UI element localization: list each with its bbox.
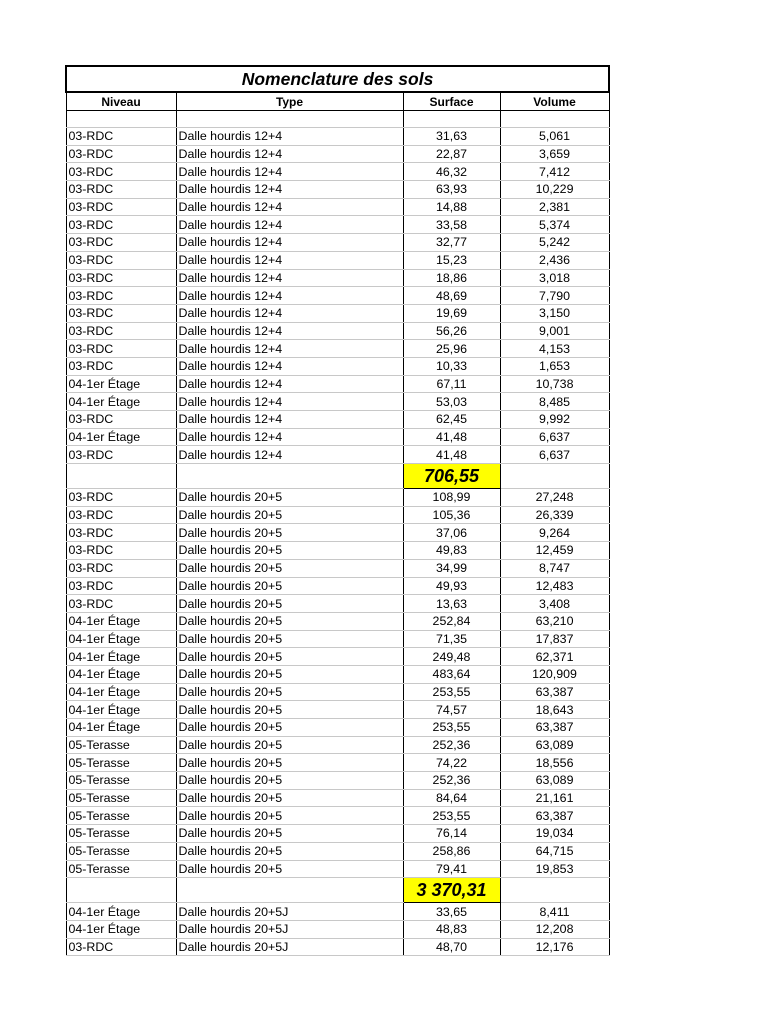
cell-niveau[interactable]: 04-1er Étage: [66, 903, 176, 921]
cell-type[interactable]: Dalle hourdis 20+5: [176, 754, 403, 772]
cell-volume[interactable]: 63,210: [500, 612, 609, 630]
table-row: [66, 903, 609, 921]
cell-surface[interactable]: 33,65: [403, 903, 500, 921]
cell-surface[interactable]: 34,99: [403, 559, 500, 577]
cell-volume[interactable]: 8,411: [500, 903, 609, 921]
subtotal-row: [66, 464, 609, 489]
cell-surface[interactable]: 67,11: [403, 375, 500, 393]
cell-type[interactable]: Dalle hourdis 20+5: [176, 701, 403, 719]
cell-type[interactable]: Dalle hourdis 12+4: [176, 322, 403, 340]
cell-volume[interactable]: 26,339: [500, 506, 609, 524]
cell-empty[interactable]: [66, 878, 176, 903]
cell-type[interactable]: Dalle hourdis 20+5: [176, 842, 403, 860]
cell-surface[interactable]: 46,32: [403, 163, 500, 181]
table-row: [66, 719, 609, 737]
cell-niveau[interactable]: 03-RDC: [66, 145, 176, 163]
cell-surface[interactable]: 79,41: [403, 860, 500, 878]
cell-type[interactable]: Dalle hourdis 12+4: [176, 145, 403, 163]
table-row: [66, 428, 609, 446]
cell-niveau[interactable]: 03-RDC: [66, 559, 176, 577]
table-row: [66, 754, 609, 772]
cell-niveau[interactable]: 03-RDC: [66, 234, 176, 252]
cell-volume[interactable]: 5,242: [500, 234, 609, 252]
table-row: [66, 807, 609, 825]
table-body: [66, 111, 609, 956]
cell-type[interactable]: Dalle hourdis 20+5: [176, 524, 403, 542]
cell-type[interactable]: Dalle hourdis 12+4: [176, 357, 403, 375]
cell-volume[interactable]: 2,436: [500, 251, 609, 269]
subtotal-row: [66, 878, 609, 903]
cell-surface[interactable]: 31,63: [403, 128, 500, 146]
cell-volume[interactable]: 63,089: [500, 736, 609, 754]
header-niveau[interactable]: Niveau: [66, 92, 176, 111]
cell-niveau[interactable]: 05-Terasse: [66, 860, 176, 878]
cell-niveau[interactable]: 03-RDC: [66, 251, 176, 269]
cell-type[interactable]: Dalle hourdis 12+4: [176, 163, 403, 181]
cell-volume[interactable]: 3,659: [500, 145, 609, 163]
cell-volume[interactable]: 17,837: [500, 630, 609, 648]
table-row: [66, 322, 609, 340]
cell-surface[interactable]: 74,57: [403, 701, 500, 719]
table-row: [66, 736, 609, 754]
cell-niveau[interactable]: 05-Terasse: [66, 736, 176, 754]
cell-type[interactable]: Dalle hourdis 12+4: [176, 304, 403, 322]
cell-niveau[interactable]: 03-RDC: [66, 322, 176, 340]
cell-surface[interactable]: 105,36: [403, 506, 500, 524]
cell-surface[interactable]: 108,99: [403, 489, 500, 507]
cell-surface[interactable]: 49,83: [403, 542, 500, 560]
table-row: [66, 340, 609, 358]
cell-niveau[interactable]: 03-RDC: [66, 216, 176, 234]
cell-niveau[interactable]: 03-RDC: [66, 357, 176, 375]
cell-volume[interactable]: 18,643: [500, 701, 609, 719]
table-row: [66, 393, 609, 411]
table-row: [66, 375, 609, 393]
cell-volume[interactable]: 4,153: [500, 340, 609, 358]
cell-surface[interactable]: 10,33: [403, 357, 500, 375]
table-row: [66, 630, 609, 648]
cell-type[interactable]: Dalle hourdis 12+4: [176, 198, 403, 216]
cell-empty[interactable]: [500, 464, 609, 489]
cell-type[interactable]: Dalle hourdis 20+5: [176, 577, 403, 595]
cell-empty[interactable]: [66, 111, 176, 128]
cell-niveau[interactable]: 03-RDC: [66, 411, 176, 429]
cell-surface[interactable]: 15,23: [403, 251, 500, 269]
cell-empty[interactable]: [176, 464, 403, 489]
table-row: [66, 489, 609, 507]
cell-niveau[interactable]: 03-RDC: [66, 542, 176, 560]
table-row: [66, 701, 609, 719]
header-type[interactable]: Type: [176, 92, 403, 111]
cell-niveau[interactable]: 05-Terasse: [66, 772, 176, 790]
cell-surface[interactable]: 53,03: [403, 393, 500, 411]
cell-niveau[interactable]: 03-RDC: [66, 577, 176, 595]
cell-volume[interactable]: 1,653: [500, 357, 609, 375]
title-row: [66, 66, 609, 92]
cell-surface[interactable]: 25,96: [403, 340, 500, 358]
cell-type[interactable]: Dalle hourdis 20+5: [176, 736, 403, 754]
cell-type[interactable]: Dalle hourdis 20+5: [176, 789, 403, 807]
cell-niveau[interactable]: 03-RDC: [66, 269, 176, 287]
table-row: [66, 920, 609, 938]
cell-surface[interactable]: 22,87: [403, 145, 500, 163]
cell-empty[interactable]: [500, 111, 609, 128]
cell-volume[interactable]: 7,790: [500, 287, 609, 305]
table-row: [66, 506, 609, 524]
cell-surface[interactable]: 48,83: [403, 920, 500, 938]
cell-volume[interactable]: 63,387: [500, 719, 609, 737]
cell-volume[interactable]: 8,747: [500, 559, 609, 577]
table-row: [66, 612, 609, 630]
cell-surface[interactable]: 483,64: [403, 665, 500, 683]
cell-volume[interactable]: 64,715: [500, 842, 609, 860]
cell-niveau[interactable]: 03-RDC: [66, 287, 176, 305]
cell-volume[interactable]: 12,176: [500, 938, 609, 956]
cell-niveau[interactable]: 04-1er Étage: [66, 701, 176, 719]
cell-niveau[interactable]: 03-RDC: [66, 506, 176, 524]
cell-type[interactable]: Dalle hourdis 12+4: [176, 375, 403, 393]
table-row: [66, 559, 609, 577]
cell-empty[interactable]: [66, 464, 176, 489]
cell-type[interactable]: Dalle hourdis 12+4: [176, 393, 403, 411]
cell-volume[interactable]: 6,637: [500, 446, 609, 464]
table-row: [66, 860, 609, 878]
cell-volume[interactable]: 6,637: [500, 428, 609, 446]
table-row: [66, 446, 609, 464]
cell-type[interactable]: Dalle hourdis 12+4: [176, 411, 403, 429]
table-row: [66, 145, 609, 163]
cell-surface[interactable]: 253,55: [403, 683, 500, 701]
cell-surface[interactable]: 253,55: [403, 719, 500, 737]
cell-surface[interactable]: 76,14: [403, 825, 500, 843]
table-row: [66, 825, 609, 843]
cell-type[interactable]: Dalle hourdis 12+4: [176, 287, 403, 305]
cell-niveau[interactable]: 03-RDC: [66, 938, 176, 956]
floor-schedule-table: [65, 65, 610, 956]
cell-niveau[interactable]: 04-1er Étage: [66, 648, 176, 666]
cell-surface[interactable]: 62,45: [403, 411, 500, 429]
table-row: [66, 842, 609, 860]
cell-niveau[interactable]: 04-1er Étage: [66, 428, 176, 446]
table-row: [66, 595, 609, 613]
subtotal-surface-cell[interactable]: 706,55: [403, 464, 500, 489]
cell-surface[interactable]: 18,86: [403, 269, 500, 287]
cell-type[interactable]: Dalle hourdis 20+5: [176, 542, 403, 560]
cell-volume[interactable]: 3,018: [500, 269, 609, 287]
cell-niveau[interactable]: 05-Terasse: [66, 789, 176, 807]
cell-volume[interactable]: 10,229: [500, 181, 609, 199]
cell-surface[interactable]: 74,22: [403, 754, 500, 772]
cell-surface[interactable]: 41,48: [403, 428, 500, 446]
table-row: [66, 181, 609, 199]
cell-surface[interactable]: 258,86: [403, 842, 500, 860]
cell-niveau[interactable]: 05-Terasse: [66, 825, 176, 843]
cell-niveau[interactable]: 03-RDC: [66, 163, 176, 181]
cell-volume[interactable]: 12,208: [500, 920, 609, 938]
cell-niveau[interactable]: 04-1er Étage: [66, 683, 176, 701]
cell-type[interactable]: Dalle hourdis 20+5: [176, 683, 403, 701]
cell-type[interactable]: Dalle hourdis 20+5J: [176, 920, 403, 938]
cell-volume[interactable]: 9,264: [500, 524, 609, 542]
cell-volume[interactable]: 3,150: [500, 304, 609, 322]
cell-surface[interactable]: 252,84: [403, 612, 500, 630]
cell-volume[interactable]: 12,483: [500, 577, 609, 595]
cell-niveau[interactable]: 03-RDC: [66, 181, 176, 199]
blank-row: [66, 111, 609, 128]
table-row: [66, 128, 609, 146]
cell-type[interactable]: Dalle hourdis 12+4: [176, 234, 403, 252]
table-row: [66, 648, 609, 666]
cell-type[interactable]: Dalle hourdis 20+5: [176, 595, 403, 613]
table-row: [66, 234, 609, 252]
cell-empty[interactable]: [500, 878, 609, 903]
cell-type[interactable]: Dalle hourdis 20+5: [176, 612, 403, 630]
cell-volume[interactable]: 27,248: [500, 489, 609, 507]
cell-type[interactable]: Dalle hourdis 20+5: [176, 630, 403, 648]
table-row: [66, 683, 609, 701]
cell-type[interactable]: Dalle hourdis 20+5: [176, 648, 403, 666]
cell-volume[interactable]: 8,485: [500, 393, 609, 411]
table-row: [66, 411, 609, 429]
cell-niveau[interactable]: 03-RDC: [66, 340, 176, 358]
cell-type[interactable]: Dalle hourdis 20+5: [176, 489, 403, 507]
table-row: [66, 772, 609, 790]
cell-surface[interactable]: 14,88: [403, 198, 500, 216]
table-row: [66, 269, 609, 287]
cell-type[interactable]: Dalle hourdis 20+5: [176, 825, 403, 843]
cell-type[interactable]: Dalle hourdis 20+5: [176, 506, 403, 524]
header-volume[interactable]: Volume: [500, 92, 609, 111]
header-surface[interactable]: Surface: [403, 92, 500, 111]
cell-surface[interactable]: 253,55: [403, 807, 500, 825]
header-row: [66, 92, 609, 111]
cell-type[interactable]: Dalle hourdis 12+4: [176, 181, 403, 199]
spreadsheet-sheet: [65, 65, 608, 956]
cell-surface[interactable]: 249,48: [403, 648, 500, 666]
cell-niveau[interactable]: 03-RDC: [66, 595, 176, 613]
cell-surface[interactable]: 252,36: [403, 736, 500, 754]
cell-type[interactable]: Dalle hourdis 12+4: [176, 269, 403, 287]
cell-surface[interactable]: 49,93: [403, 577, 500, 595]
cell-surface[interactable]: 32,77: [403, 234, 500, 252]
cell-type[interactable]: Dalle hourdis 12+4: [176, 251, 403, 269]
cell-niveau[interactable]: 04-1er Étage: [66, 665, 176, 683]
cell-volume[interactable]: 9,001: [500, 322, 609, 340]
cell-niveau[interactable]: 05-Terasse: [66, 842, 176, 860]
cell-volume[interactable]: 21,161: [500, 789, 609, 807]
table-row: [66, 287, 609, 305]
cell-surface[interactable]: 19,69: [403, 304, 500, 322]
cell-volume[interactable]: 10,738: [500, 375, 609, 393]
cell-type[interactable]: Dalle hourdis 20+5: [176, 860, 403, 878]
table-row: [66, 938, 609, 956]
cell-empty[interactable]: [176, 878, 403, 903]
cell-type[interactable]: Dalle hourdis 12+4: [176, 428, 403, 446]
table-row: [66, 216, 609, 234]
cell-volume[interactable]: 5,061: [500, 128, 609, 146]
cell-volume[interactable]: 3,408: [500, 595, 609, 613]
cell-volume[interactable]: 12,459: [500, 542, 609, 560]
cell-volume[interactable]: 5,374: [500, 216, 609, 234]
cell-niveau[interactable]: 03-RDC: [66, 446, 176, 464]
cell-volume[interactable]: 63,089: [500, 772, 609, 790]
cell-surface[interactable]: 71,35: [403, 630, 500, 648]
table-row: [66, 251, 609, 269]
cell-type[interactable]: Dalle hourdis 12+4: [176, 340, 403, 358]
table-row: [66, 524, 609, 542]
cell-type[interactable]: Dalle hourdis 20+5: [176, 559, 403, 577]
cell-niveau[interactable]: 04-1er Étage: [66, 630, 176, 648]
cell-type[interactable]: Dalle hourdis 20+5: [176, 772, 403, 790]
cell-type[interactable]: Dalle hourdis 20+5: [176, 807, 403, 825]
cell-type[interactable]: Dalle hourdis 20+5: [176, 665, 403, 683]
table-title[interactable]: Nomenclature des sols: [66, 66, 609, 92]
cell-volume[interactable]: 7,412: [500, 163, 609, 181]
cell-type[interactable]: Dalle hourdis 12+4: [176, 446, 403, 464]
cell-volume[interactable]: 9,992: [500, 411, 609, 429]
cell-niveau[interactable]: 03-RDC: [66, 128, 176, 146]
cell-surface[interactable]: 56,26: [403, 322, 500, 340]
cell-niveau[interactable]: 03-RDC: [66, 524, 176, 542]
cell-volume[interactable]: 18,556: [500, 754, 609, 772]
cell-niveau[interactable]: 03-RDC: [66, 304, 176, 322]
cell-surface[interactable]: 41,48: [403, 446, 500, 464]
cell-surface[interactable]: 84,64: [403, 789, 500, 807]
cell-volume[interactable]: 19,853: [500, 860, 609, 878]
cell-niveau[interactable]: 03-RDC: [66, 198, 176, 216]
cell-volume[interactable]: 2,381: [500, 198, 609, 216]
cell-type[interactable]: Dalle hourdis 20+5J: [176, 938, 403, 956]
cell-volume[interactable]: 63,387: [500, 807, 609, 825]
subtotal-surface-cell[interactable]: 3 370,31: [403, 878, 500, 903]
cell-niveau[interactable]: 04-1er Étage: [66, 719, 176, 737]
cell-surface[interactable]: 63,93: [403, 181, 500, 199]
table-row: [66, 304, 609, 322]
cell-type[interactable]: Dalle hourdis 20+5J: [176, 903, 403, 921]
cell-type[interactable]: Dalle hourdis 20+5: [176, 719, 403, 737]
cell-volume[interactable]: 19,034: [500, 825, 609, 843]
cell-niveau[interactable]: 04-1er Étage: [66, 393, 176, 411]
cell-surface[interactable]: 37,06: [403, 524, 500, 542]
cell-type[interactable]: Dalle hourdis 12+4: [176, 128, 403, 146]
cell-empty[interactable]: [176, 111, 403, 128]
cell-type[interactable]: Dalle hourdis 12+4: [176, 216, 403, 234]
table-row: [66, 542, 609, 560]
cell-niveau[interactable]: 05-Terasse: [66, 807, 176, 825]
cell-niveau[interactable]: 05-Terasse: [66, 754, 176, 772]
table-row: [66, 163, 609, 181]
cell-surface[interactable]: 48,69: [403, 287, 500, 305]
cell-surface[interactable]: 252,36: [403, 772, 500, 790]
cell-surface[interactable]: 33,58: [403, 216, 500, 234]
cell-empty[interactable]: [403, 111, 500, 128]
table-row: [66, 577, 609, 595]
table-row: [66, 665, 609, 683]
cell-surface[interactable]: 48,70: [403, 938, 500, 956]
table-row: [66, 198, 609, 216]
cell-niveau[interactable]: 04-1er Étage: [66, 920, 176, 938]
cell-volume[interactable]: 120,909: [500, 665, 609, 683]
cell-niveau[interactable]: 03-RDC: [66, 489, 176, 507]
table-row: [66, 789, 609, 807]
cell-niveau[interactable]: 04-1er Étage: [66, 612, 176, 630]
cell-volume[interactable]: 63,387: [500, 683, 609, 701]
table-row: [66, 357, 609, 375]
cell-surface[interactable]: 13,63: [403, 595, 500, 613]
cell-volume[interactable]: 62,371: [500, 648, 609, 666]
cell-niveau[interactable]: 04-1er Étage: [66, 375, 176, 393]
